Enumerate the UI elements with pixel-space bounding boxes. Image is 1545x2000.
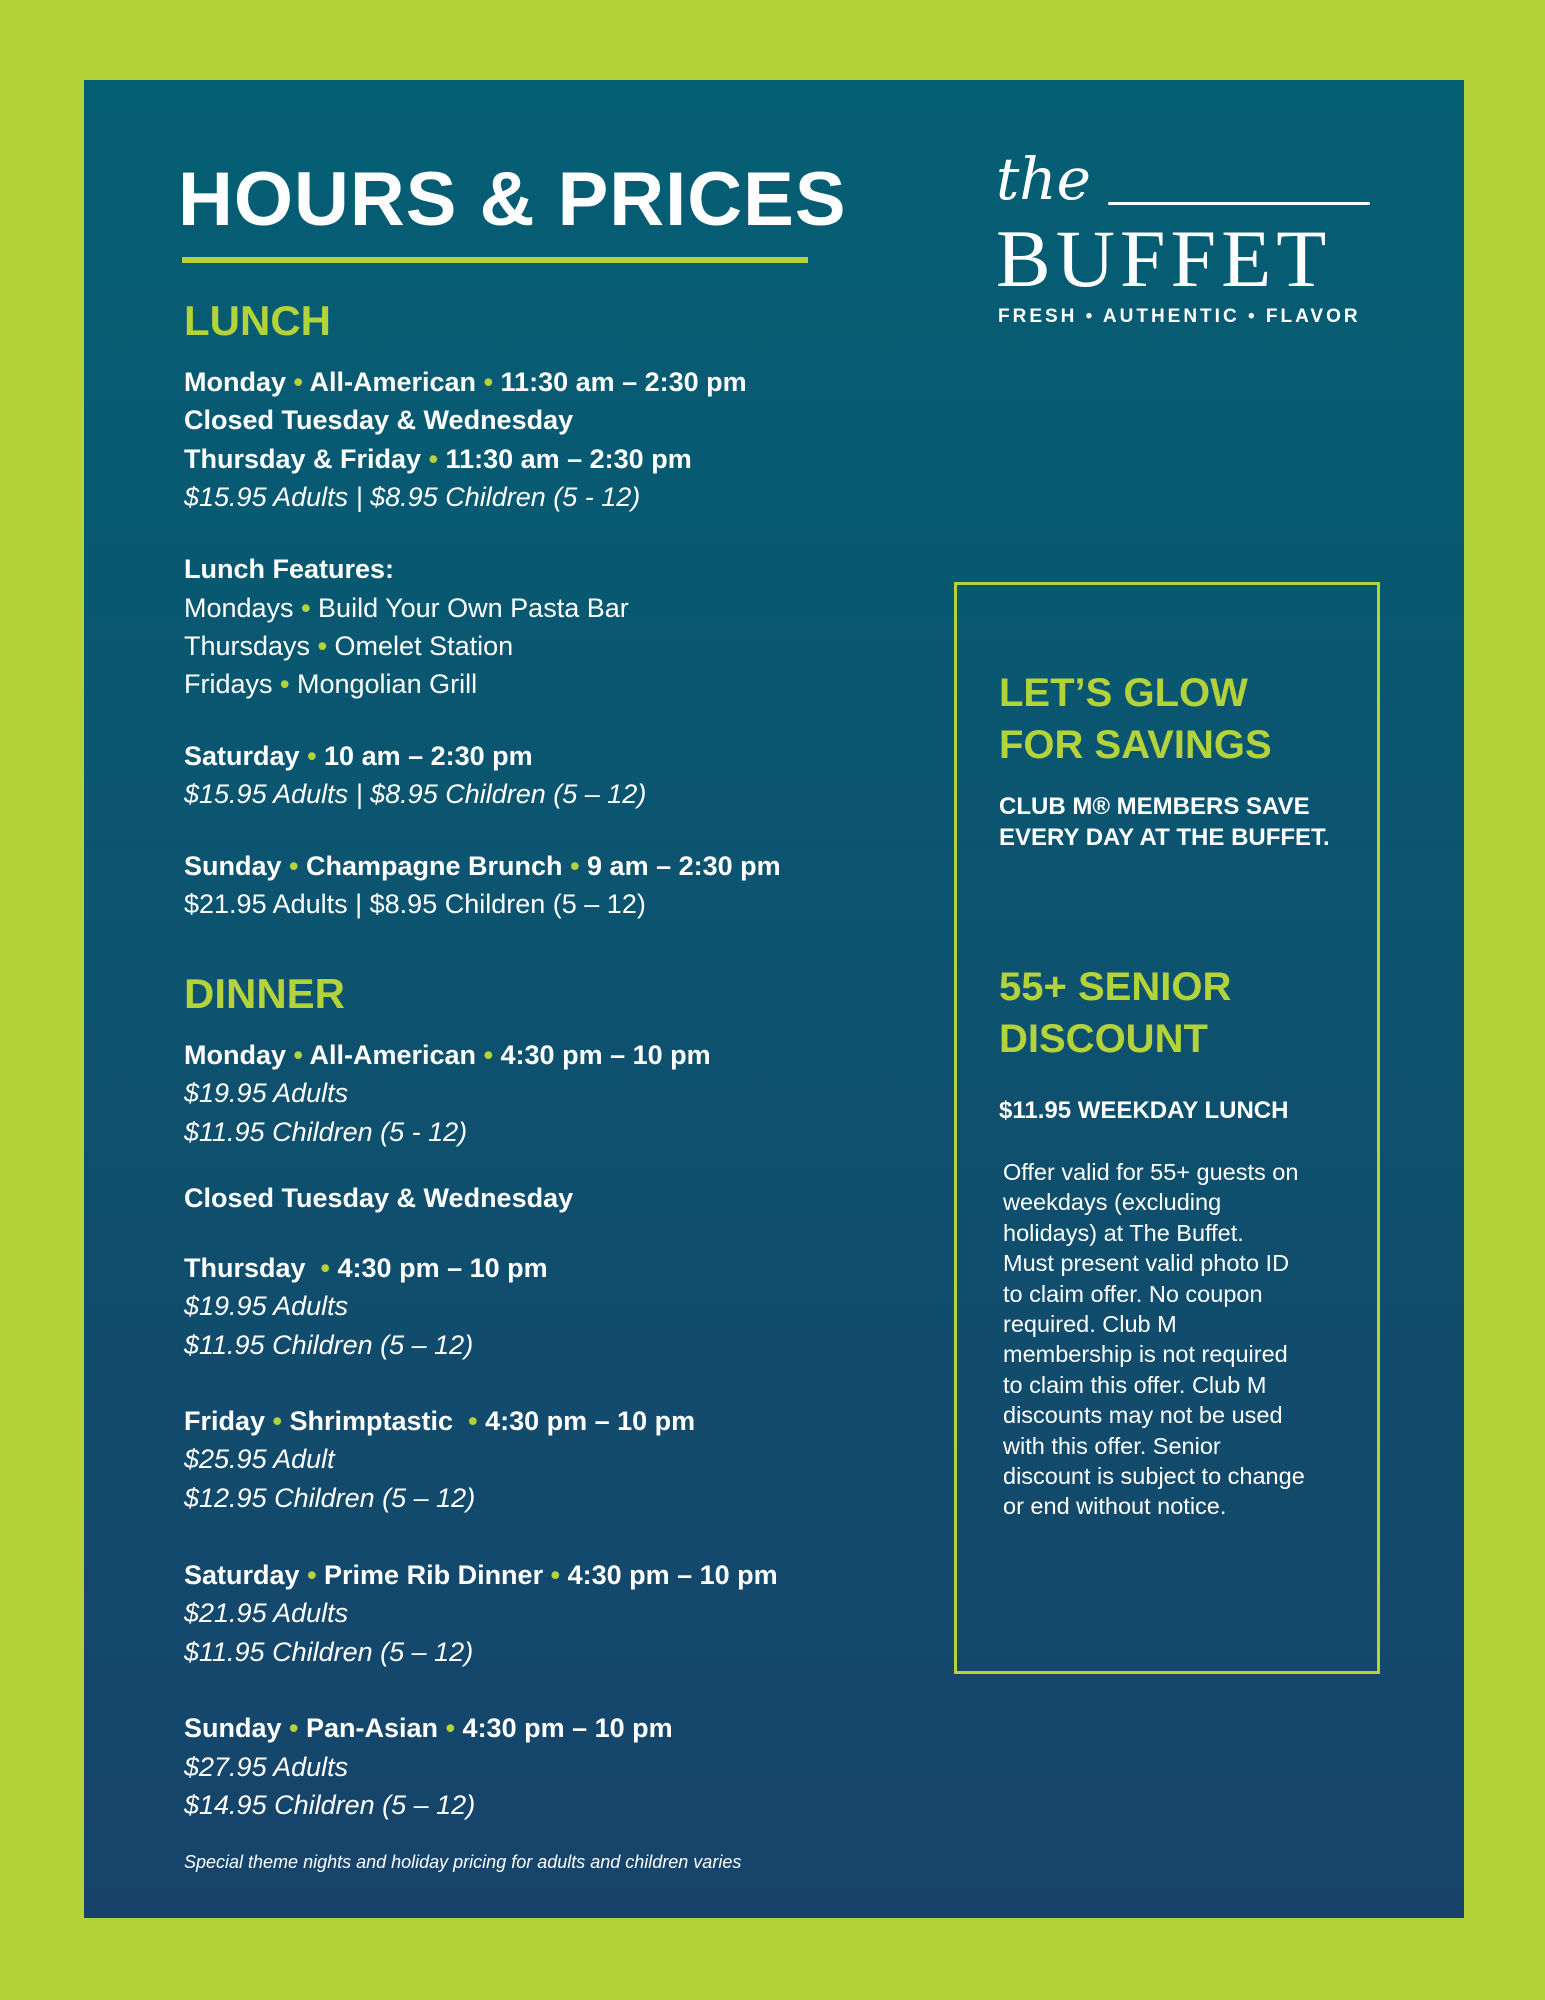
terms-line: membership is not required — [1003, 1341, 1288, 1368]
dinner-saturday-child-price: $11.95 Children (5 – 12) — [184, 1637, 474, 1667]
bullet-dot: • — [293, 1040, 303, 1070]
page-title: HOURS & PRICES — [178, 157, 847, 242]
lunch-saturday-day: Saturday — [184, 741, 300, 771]
dinner-monday-child-price: $11.95 Children (5 - 12) — [184, 1117, 468, 1147]
dinner-monday-row — [184, 1039, 711, 1071]
bullet-dot: • — [293, 367, 303, 397]
logo-wordmark: BUFFET — [996, 213, 1332, 304]
bullet-dot: • — [280, 669, 290, 699]
terms-line: required. Club M — [1003, 1310, 1177, 1337]
dinner-closed-note: Closed Tuesday & Wednesday — [184, 1183, 574, 1213]
logo-swash-line — [1108, 202, 1370, 205]
glow-heading-line2: FOR SAVINGS — [999, 723, 1272, 767]
bullet-dot: • — [289, 851, 299, 881]
dinner-friday-hours: 4:30 pm – 10 pm — [485, 1406, 696, 1436]
terms-line: or end without notice. — [1003, 1493, 1227, 1520]
feature-day: Mondays — [184, 593, 294, 623]
dinner-sunday-adult-price: $27.95 Adults — [184, 1752, 349, 1782]
lunch-thu-fri-hours: 11:30 am – 2:30 pm — [445, 444, 692, 474]
lunch-feature-item — [184, 630, 513, 662]
senior-heading-line1: 55+ SENIOR — [999, 965, 1232, 1009]
dinner-monday-day: Monday — [184, 1040, 287, 1070]
terms-line: holidays) at The Buffet. — [1003, 1219, 1244, 1246]
dinner-thursday-day: Thursday — [184, 1253, 306, 1283]
terms-line: with this offer. Senior — [1003, 1432, 1221, 1459]
dinner-thursday-row — [184, 1252, 548, 1284]
terms-line: to claim this offer. Club M — [1003, 1371, 1267, 1398]
lunch-saturday-price: $15.95 Adults | $8.95 Children (5 – 12) — [184, 779, 647, 809]
dinner-saturday-day: Saturday — [184, 1560, 300, 1590]
bullet-dot: • — [317, 631, 328, 661]
bullet-dot: • — [272, 1406, 282, 1436]
logo-tagline: FRESH • AUTHENTIC • FLAVOR — [998, 306, 1361, 327]
dinner-friday-row — [184, 1405, 695, 1437]
lunch-monday-row — [184, 366, 747, 398]
dinner-monday-hours: 4:30 pm – 10 pm — [500, 1040, 711, 1070]
lunch-sunday-price: $21.95 Adults | $8.95 Children (5 – 12) — [184, 889, 646, 919]
terms-line: weekdays (excluding — [1003, 1189, 1222, 1216]
title-underline — [182, 257, 808, 263]
dinner-saturday-hours: 4:30 pm – 10 pm — [567, 1560, 778, 1590]
terms-line: to claim offer. No coupon — [1003, 1280, 1263, 1307]
dinner-friday-day: Friday — [184, 1406, 266, 1436]
club-m-line1: CLUB M® MEMBERS SAVE — [999, 793, 1310, 820]
dinner-sunday-row — [184, 1712, 673, 1744]
feature-name: Omelet Station — [334, 631, 514, 661]
bullet-dot: • — [445, 1713, 456, 1743]
bullet-dot: • — [307, 1560, 317, 1590]
dinner-monday-theme: All-American — [309, 1040, 477, 1070]
dinner-friday-theme: Shrimptastic — [289, 1406, 454, 1436]
lunch-saturday-hours: 10 am – 2:30 pm — [324, 741, 533, 771]
lunch-monday-day: Monday — [184, 367, 287, 397]
lunch-feature-item — [184, 668, 477, 700]
dinner-sunday-day: Sunday — [184, 1713, 282, 1743]
lunch-monday-theme: All-American — [309, 367, 477, 397]
terms-line: Must present valid photo ID — [1003, 1250, 1290, 1277]
dinner-saturday-row — [184, 1559, 778, 1591]
bullet-dot: • — [428, 444, 439, 474]
bullet-dot: • — [289, 1713, 299, 1743]
dinner-heading: DINNER — [184, 970, 346, 1017]
club-m-line2: EVERY DAY AT THE BUFFET. — [999, 824, 1330, 851]
feature-name: Build Your Own Pasta Bar — [318, 593, 629, 623]
bullet-dot: • — [460, 1406, 478, 1436]
bullet-dot: • — [550, 1560, 561, 1590]
bullet-dot: • — [301, 593, 311, 623]
dinner-saturday-adult-price: $21.95 Adults — [184, 1598, 349, 1628]
terms-line: Offer valid for 55+ guests on — [1003, 1159, 1299, 1185]
dinner-monday-adult-price: $19.95 Adults — [184, 1078, 349, 1108]
dinner-sunday-theme: Pan-Asian — [306, 1713, 439, 1743]
dinner-thursday-hours: 4:30 pm – 10 pm — [337, 1253, 548, 1283]
bullet-dot: • — [307, 741, 317, 771]
lunch-weekday-price: $15.95 Adults | $8.95 Children (5 - 12) — [184, 482, 641, 512]
bullet-dot: • — [483, 1040, 494, 1070]
dinner-thursday-child-price: $11.95 Children (5 – 12) — [184, 1330, 474, 1360]
feature-name: Mongolian Grill — [297, 669, 478, 699]
lunch-features-label: Lunch Features: — [184, 554, 395, 584]
bullet-dot: • — [313, 1253, 331, 1283]
senior-terms — [1003, 1157, 1305, 1522]
senior-heading-line2: DISCOUNT — [999, 1017, 1208, 1061]
lunch-heading: LUNCH — [184, 297, 331, 344]
dinner-sunday-hours: 4:30 pm – 10 pm — [462, 1713, 673, 1743]
lunch-sunday-hours: 9 am – 2:30 pm — [587, 851, 781, 881]
lunch-closed-note: Closed Tuesday & Wednesday — [184, 405, 574, 435]
dinner-thursday-adult-price: $19.95 Adults — [184, 1291, 349, 1321]
dinner-saturday-theme: Prime Rib Dinner — [324, 1560, 544, 1590]
lunch-saturday-row — [184, 740, 533, 772]
lunch-sunday-row — [184, 850, 781, 882]
feature-day: Thursdays — [184, 631, 311, 661]
promo-box — [954, 582, 1380, 1674]
dinner-sunday-child-price: $14.95 Children (5 – 12) — [184, 1790, 476, 1820]
bullet-dot: • — [483, 367, 494, 397]
dinner-friday-child-price: $12.95 Children (5 – 12) — [184, 1483, 476, 1513]
terms-line: discounts may not be used — [1003, 1402, 1283, 1429]
buffet-logo — [996, 145, 1372, 330]
senior-price: $11.95 WEEKDAY LUNCH — [999, 1097, 1289, 1124]
pricing-footnote: Special theme nights and holiday pricing for adults and children varies — [184, 1852, 742, 1872]
lunch-monday-hours: 11:30 am – 2:30 pm — [500, 367, 747, 397]
glow-heading-line1: LET’S GLOW — [999, 671, 1248, 715]
lunch-feature-item — [184, 592, 629, 624]
bullet-dot: • — [570, 851, 580, 881]
lunch-thu-fri-row — [184, 443, 692, 475]
lunch-sunday-theme: Champagne Brunch — [306, 851, 563, 881]
logo-the-script: the — [996, 145, 1091, 213]
lunch-sunday-day: Sunday — [184, 851, 282, 881]
feature-day: Fridays — [184, 669, 273, 699]
lunch-thu-fri-day: Thursday & Friday — [184, 444, 422, 474]
dinner-friday-adult-price: $25.95 Adult — [184, 1444, 335, 1474]
terms-line: discount is subject to change — [1003, 1462, 1305, 1489]
